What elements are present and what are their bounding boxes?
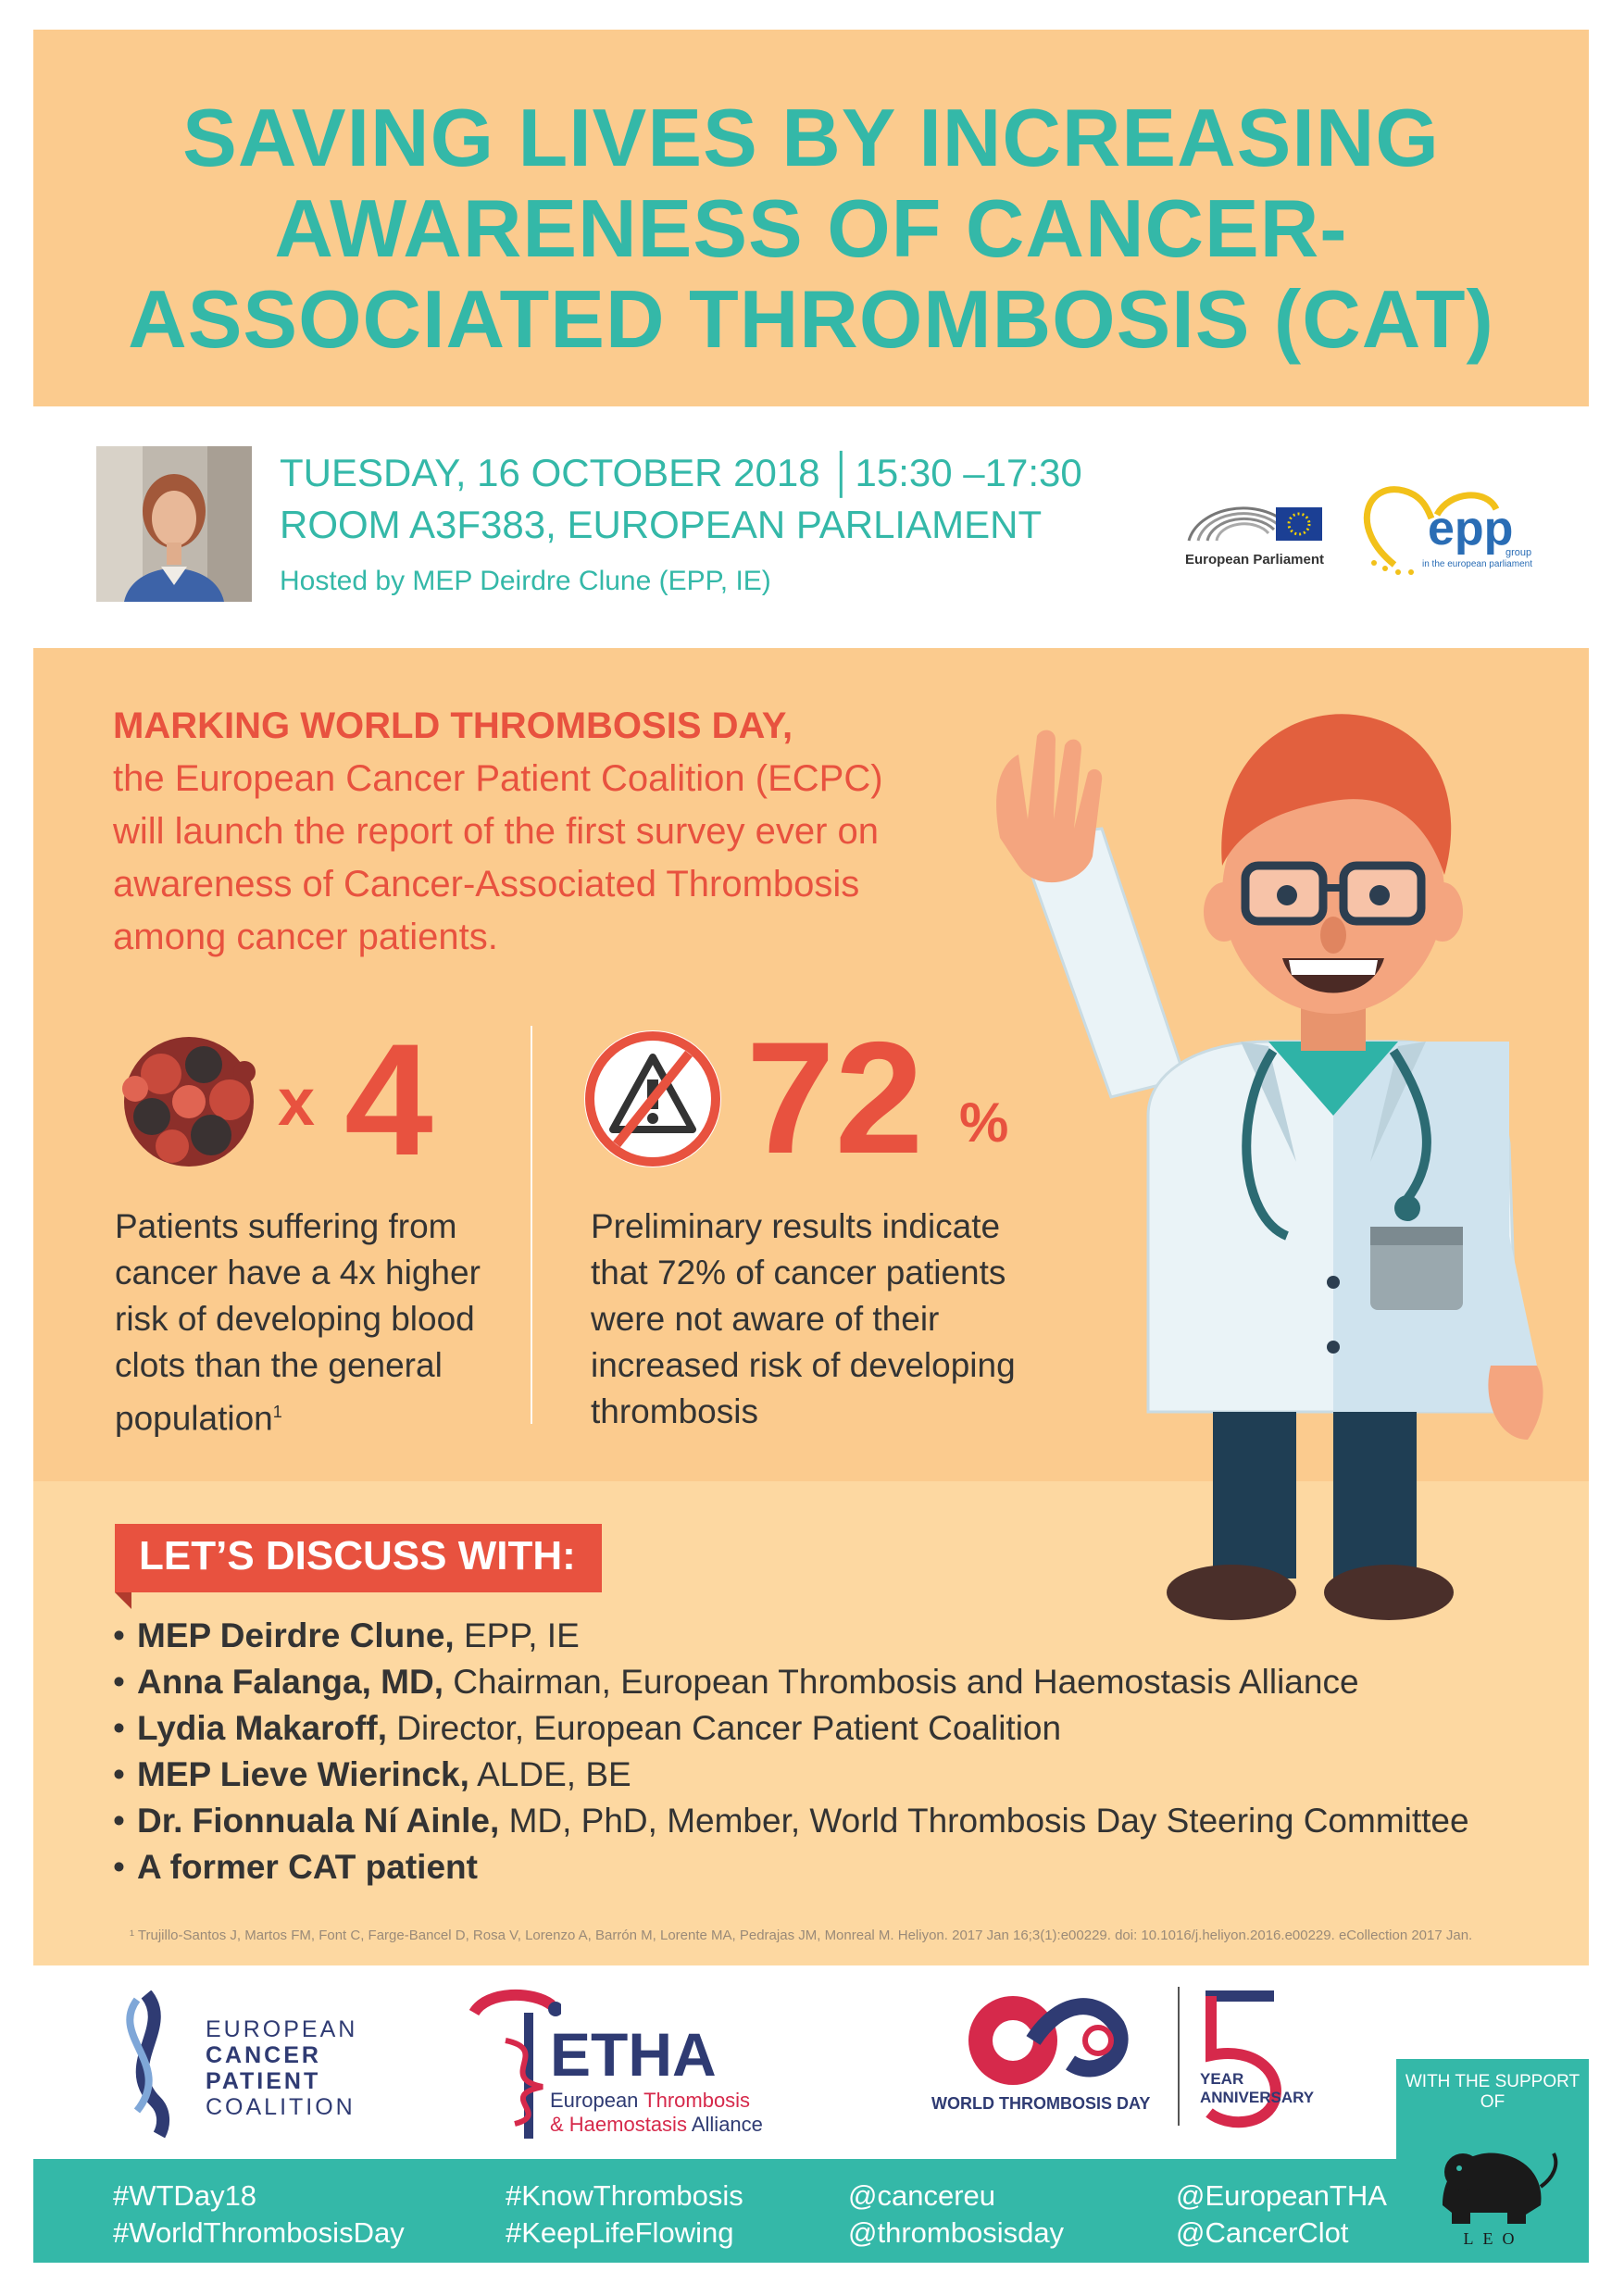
ecpc-line: COALITION [206,2094,356,2120]
etha-sub-text: & Haemostasis [550,2113,687,2136]
speaker-item: • Lydia Makaroff, Director, European Cancer Patient Coalition [113,1709,1062,1747]
stat2-desc-line: that 72% of cancer patients [591,1254,1006,1292]
support-label: WITH THE SUPPORT OF [1405,2072,1580,2112]
lion-icon [1424,2131,1563,2250]
stat2-unit: % [959,1092,1009,1154]
social-handle: @cancereu [848,2179,995,2212]
stat1-desc-line: population [115,1399,273,1438]
hashtag: #WorldThrombosisDay [113,2216,405,2249]
anniversary-line: ANNIVERSARY [1200,2089,1315,2106]
speaker-role: Director, European Cancer Patient Coalition [387,1709,1062,1747]
stat1-value: 4 [344,1011,433,1189]
etha-wordmark: ETHA [550,2020,717,2089]
epp-heart-icon [1357,472,1543,583]
speaker-name: MEP Deirdre Clune, [137,1616,455,1654]
etha-sub-text: Thrombosis [643,2089,751,2112]
warning-crossed-icon [580,1026,726,1172]
intro-line-4: among cancer patients. [113,917,498,957]
stat1-description [115,1204,504,1441]
stat1-desc-line: risk of developing blood [115,1300,475,1338]
speaker-item: • MEP Lieve Wierinck, ALDE, BE [113,1755,631,1793]
stat1-desc-line: clots than the general [115,1346,443,1384]
speaker-item: • A former CAT patient [113,1848,478,1886]
anniversary-line: YEAR [1200,2070,1244,2088]
host-portrait-image [96,446,252,602]
wtd-logo-text: WORLD THROMBOSIS DAY [931,2094,1151,2113]
hashtag: #WTDay18 [113,2179,257,2212]
intro-text [113,700,1002,964]
stat2-value: 72 [746,1009,924,1187]
intro-line-1: the European Cancer Patient Coalition (ECPC) [113,758,883,799]
event-host: Hosted by MEP Deirdre Clune (EPP, IE) [280,566,771,596]
anniversary-number [1231,1990,1232,1991]
logo-divider [1178,1987,1180,2126]
epp-word: epp [1428,502,1514,555]
anniversary-text [1200,2070,1314,2107]
ep-logo-text: European Parliament [1184,552,1325,568]
ecpc-logo-text [206,2016,357,2120]
ecpc-line: CANCER [206,2042,321,2068]
hashtag: #KeepLifeFlowing [506,2216,734,2249]
social-handle: @EuropeanTHA [1176,2179,1387,2212]
ecpc-line: PATIENT [206,2068,321,2094]
social-handle: @CancerClot [1176,2216,1349,2249]
ecpc-ribbon-icon [109,1990,193,2139]
stat2-desc-line: thrombosis [591,1392,758,1430]
speaker-name: MEP Lieve Wierinck, [137,1755,469,1793]
speaker-name: A former CAT patient [137,1848,478,1886]
speaker-role: ALDE, BE [468,1755,631,1793]
footnote-mark: 1 [272,1403,282,1421]
page-title [33,93,1589,365]
speaker-role: EPP, IE [454,1616,580,1654]
doctor-icon [963,680,1555,1634]
ecpc-line: EUROPEAN [206,2016,358,2042]
five-year-icon [1200,1990,1283,2129]
etha-sub-text: Alliance [686,2113,763,2136]
speaker-role: Chairman, European Thrombosis and Haemostasis Alliance [443,1663,1359,1701]
stat1-desc-line: cancer have a 4x higher [115,1254,481,1292]
host-photo [96,446,252,602]
stat1-desc-line: Patients suffering from [115,1207,457,1245]
stats-divider [531,1026,532,1424]
world-thrombosis-day-icon [959,1989,1144,2090]
stat2-desc-line: were not aware of their [591,1300,940,1338]
discuss-badge-tail [115,1592,131,1609]
etha-caduceus-icon [468,1985,561,2142]
speaker-item: • Dr. Fionnuala Ní Ainle, MD, PhD, Member, World Thrombosis Day Steering Committee [113,1802,1469,1840]
stat2-desc-line: increased risk of developing [591,1346,1016,1384]
title-line-1: SAVING LIVES BY INCREASING [182,92,1440,183]
stat2-description [591,1204,1017,1435]
intro-line-2: will launch the report of the first survey ever on [113,811,880,852]
leo-lion-logo [1424,2131,1563,2250]
speaker-name: Anna Falanga, MD, [137,1663,443,1701]
etha-subtitle [550,2089,763,2137]
doctor-illustration [963,680,1555,1634]
hashtag: #KnowThrombosis [506,2179,743,2212]
epp-sub-2: in the european parliament [1422,559,1532,569]
stat2-desc-line: Preliminary results indicate [591,1207,1001,1245]
speaker-list [113,1613,1576,1890]
title-line-2: AWARENESS OF CANCER- [274,182,1348,274]
epp-sub-1: group [1505,547,1532,558]
event-date-time: TUESDAY, 16 OCTOBER 2018 │15:30 –17:30 [280,451,1082,494]
title-line-3: ASSOCIATED THROMBOSIS (CAT) [128,273,1494,365]
epp-group-logo [1357,472,1543,583]
speaker-item: • MEP Deirdre Clune, EPP, IE [113,1616,580,1654]
speaker-name: Dr. Fionnuala Ní Ainle, [137,1802,500,1840]
blood-clot-icon [115,1028,263,1176]
intro-headline: MARKING WORLD THROMBOSIS DAY, [113,705,793,746]
footnote: ¹ Trujillo-Santos J, Martos FM, Font C, Farge-Bancel D, Rosa V, Lorenzo A, Barrón M, Lorente MA, Pedrajas JM, Monreal M. Heliyon. 2017 Jan 16;3(1):e00229. doi: 10.1016/j.heliyon.2016.e00229. eCollection 2017 Jan. [130,1928,1473,1943]
parliament-hemicycle-icon [1183,485,1326,554]
discuss-label: LET’S DISCUSS WITH: [139,1533,576,1578]
social-handle: @thrombosisday [848,2216,1065,2249]
speaker-name: Lydia Makaroff, [137,1709,388,1747]
intro-line-3: awareness of Cancer-Associated Thrombosis [113,864,860,905]
event-room: ROOM A3F383, EUROPEAN PARLIAMENT [280,503,1043,546]
speaker-role: MD, PhD, Member, World Thrombosis Day Steering Committee [499,1802,1469,1840]
leo-wordmark: LEO [1463,2229,1524,2248]
etha-sub-text: European [550,2089,644,2112]
stat1-prefix: x [278,1066,316,1140]
speaker-item: • Anna Falanga, MD, Chairman, European Thrombosis and Haemostasis Alliance [113,1663,1359,1701]
